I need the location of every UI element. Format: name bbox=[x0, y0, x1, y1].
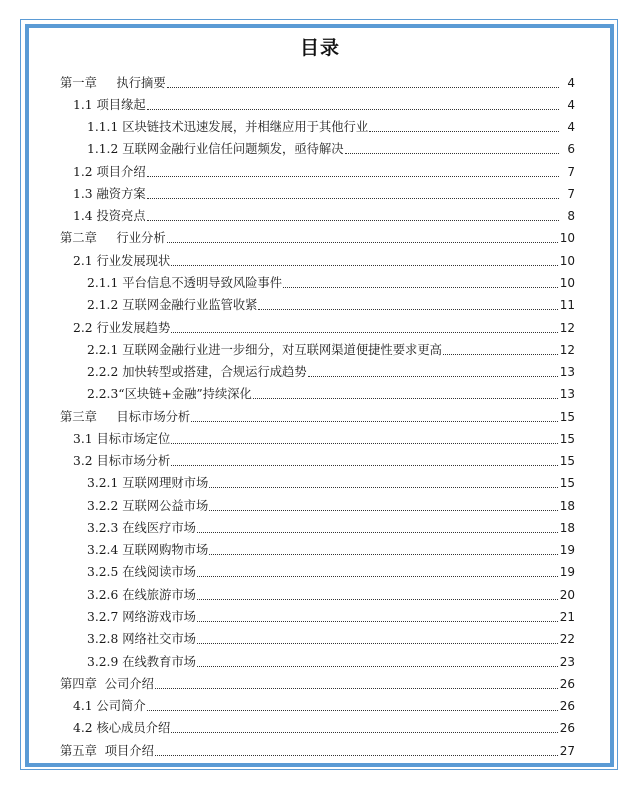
toc-page-number: 13 bbox=[559, 365, 575, 380]
toc-page-number: 15 bbox=[559, 454, 575, 469]
toc-page-number: 26 bbox=[559, 721, 575, 736]
toc-entry-label: 2.2.1 互联网金融行业进一步细分，对互联网渠道便捷性要求更高 bbox=[87, 342, 442, 357]
toc-entry-label: 1.3 融资方案 bbox=[73, 186, 146, 201]
toc-entry-label: 1.2 项目介绍 bbox=[73, 164, 146, 179]
dot-leader bbox=[369, 116, 559, 138]
toc-entry-label: 3.2.4 互联网购物市场 bbox=[87, 543, 209, 558]
toc-entry-label: 3.2.9 在线教育市场 bbox=[87, 654, 196, 669]
toc-entry-label: 第三章 目标市场分析 bbox=[60, 409, 191, 424]
toc-entry-label: 第二章 行业分析 bbox=[60, 231, 166, 246]
toc-entry-subsection[interactable] bbox=[0, 517, 575, 539]
toc-entry-label: 3.2.3 在线医疗市场 bbox=[87, 520, 196, 535]
dot-leader bbox=[443, 339, 558, 361]
toc-entry-label: 1.1.2 互联网金融行业信任问题频发，亟待解决 bbox=[87, 142, 344, 157]
dot-leader bbox=[209, 539, 557, 561]
toc-entry-section[interactable] bbox=[0, 428, 575, 450]
toc-page-number: 7 bbox=[567, 164, 575, 179]
dot-leader bbox=[345, 138, 559, 160]
toc-page-number: 15 bbox=[559, 409, 575, 424]
toc-entry-label: 2.1 行业发展现状 bbox=[73, 253, 171, 268]
toc-page-number: 18 bbox=[559, 520, 575, 535]
toc-entry-chapter[interactable] bbox=[0, 72, 575, 94]
toc-page-number: 23 bbox=[559, 654, 575, 669]
dot-leader bbox=[167, 72, 559, 94]
toc-page-number: 6 bbox=[567, 142, 575, 157]
toc-entry-label: 3.2.6 在线旅游市场 bbox=[87, 587, 196, 602]
toc-entry-subsection[interactable] bbox=[0, 584, 575, 606]
toc-entry-subsection[interactable] bbox=[0, 561, 575, 583]
toc-entry-label: 3.2 目标市场分析 bbox=[73, 454, 171, 469]
toc-entry-subsection[interactable] bbox=[0, 294, 575, 316]
toc-entry-section[interactable] bbox=[0, 250, 575, 272]
toc-entry-label: 2.2.3“区块链+金融”持续深化 bbox=[87, 387, 252, 402]
dot-leader bbox=[308, 361, 558, 383]
toc-entry-subsection[interactable] bbox=[0, 339, 575, 361]
toc-page-number: 19 bbox=[559, 565, 575, 580]
dot-leader bbox=[155, 740, 558, 762]
toc-entry-label: 2.2.2 加快转型或搭建，合规运行成趋势 bbox=[87, 365, 307, 380]
table-of-contents bbox=[0, 72, 640, 762]
toc-title: 目录 bbox=[299, 37, 340, 59]
toc-entry-label: 2.1.2 互联网金融行业监管收紧 bbox=[87, 298, 258, 313]
dot-leader bbox=[253, 383, 558, 405]
toc-entry-subsection[interactable] bbox=[0, 539, 575, 561]
toc-page-number: 15 bbox=[559, 431, 575, 446]
dot-leader bbox=[147, 161, 559, 183]
toc-entry-subsection[interactable] bbox=[0, 116, 575, 138]
toc-entry-label: 3.2.1 互联网理财市场 bbox=[87, 476, 209, 491]
toc-entry-label: 第五章 项目介绍 bbox=[60, 743, 154, 758]
dot-leader bbox=[209, 495, 557, 517]
dot-leader bbox=[191, 406, 558, 428]
toc-entry-label: 1.1 项目缘起 bbox=[73, 97, 146, 112]
dot-leader bbox=[147, 94, 559, 116]
toc-page-number: 4 bbox=[567, 120, 575, 135]
dot-leader bbox=[197, 628, 558, 650]
toc-entry-label: 3.1 目标市场定位 bbox=[73, 431, 171, 446]
toc-entry-section[interactable] bbox=[0, 717, 575, 739]
toc-page-number: 12 bbox=[559, 342, 575, 357]
toc-entry-chapter[interactable] bbox=[0, 673, 575, 695]
toc-entry-label: 1.1.1 区块链技术迅速发展，并相继应用于其他行业 bbox=[87, 120, 369, 135]
toc-entry-label: 4.2 核心成员介绍 bbox=[73, 721, 171, 736]
dot-leader bbox=[197, 561, 558, 583]
toc-entry-section[interactable] bbox=[0, 205, 575, 227]
toc-entry-label: 4.1 公司简介 bbox=[73, 699, 146, 714]
dot-leader bbox=[147, 695, 558, 717]
toc-entry-section[interactable] bbox=[0, 316, 575, 338]
dot-leader bbox=[171, 428, 557, 450]
toc-page-number: 4 bbox=[567, 97, 575, 112]
toc-page-number: 7 bbox=[567, 186, 575, 201]
toc-entry-subsection[interactable] bbox=[0, 606, 575, 628]
toc-page-number: 27 bbox=[559, 743, 575, 758]
toc-entry-label: 3.2.5 在线阅读市场 bbox=[87, 565, 196, 580]
dot-leader bbox=[209, 472, 557, 494]
dot-leader bbox=[171, 250, 557, 272]
toc-entry-subsection[interactable] bbox=[0, 361, 575, 383]
toc-entry-section[interactable] bbox=[0, 695, 575, 717]
toc-entry-section[interactable] bbox=[0, 183, 575, 205]
toc-entry-chapter[interactable] bbox=[0, 739, 575, 761]
toc-entry-label: 2.1.1 平台信息不透明导致风险事件 bbox=[87, 276, 283, 291]
dot-leader bbox=[155, 673, 558, 695]
toc-entry-subsection[interactable] bbox=[0, 272, 575, 294]
toc-entry-label: 3.2.2 互联网公益市场 bbox=[87, 498, 209, 513]
toc-page-number: 4 bbox=[567, 75, 575, 90]
toc-entry-subsection[interactable] bbox=[0, 138, 575, 160]
toc-entry-subsection[interactable] bbox=[0, 383, 575, 405]
toc-page-number: 21 bbox=[559, 610, 575, 624]
toc-page-number: 26 bbox=[559, 699, 575, 714]
toc-entry-subsection[interactable] bbox=[0, 628, 575, 650]
dot-leader bbox=[171, 450, 557, 472]
dot-leader bbox=[171, 317, 557, 339]
toc-page-number: 10 bbox=[559, 276, 575, 291]
dot-leader bbox=[283, 272, 558, 294]
toc-page-number: 11 bbox=[559, 298, 575, 313]
toc-entry-label: 第四章 公司介绍 bbox=[60, 676, 154, 691]
toc-entry-subsection[interactable] bbox=[0, 495, 575, 517]
toc-entry-label: 2.2 行业发展趋势 bbox=[73, 320, 171, 335]
toc-entry-subsection[interactable] bbox=[0, 472, 575, 494]
toc-entry-chapter[interactable] bbox=[0, 405, 575, 427]
toc-entry-label: 1.4 投资亮点 bbox=[73, 209, 146, 224]
dot-leader bbox=[197, 584, 558, 606]
toc-page-number: 19 bbox=[559, 543, 575, 558]
dot-leader bbox=[197, 517, 558, 539]
toc-page-number: 12 bbox=[559, 320, 575, 335]
toc-entry-section[interactable] bbox=[0, 450, 575, 472]
toc-entry-label: 3.2.7 网络游戏市场 bbox=[87, 610, 196, 624]
toc-entry-section[interactable] bbox=[0, 161, 575, 183]
dot-leader bbox=[171, 717, 557, 739]
toc-page-number: 22 bbox=[559, 632, 575, 647]
toc-page-number: 18 bbox=[559, 498, 575, 513]
toc-page-number: 8 bbox=[567, 209, 575, 224]
toc-page-number: 26 bbox=[559, 676, 575, 691]
toc-page-number: 10 bbox=[559, 231, 575, 246]
toc-entry-label: 第一章 执行摘要 bbox=[60, 75, 166, 90]
dot-leader bbox=[258, 294, 557, 316]
dot-leader bbox=[197, 651, 558, 673]
dot-leader bbox=[167, 227, 558, 249]
toc-page-number: 20 bbox=[559, 587, 575, 602]
toc-page-number: 13 bbox=[559, 387, 575, 402]
toc-entry-chapter[interactable] bbox=[0, 227, 575, 249]
toc-page-number: 15 bbox=[559, 476, 575, 491]
toc-entry-label: 3.2.8 网络社交市场 bbox=[87, 632, 196, 647]
dot-leader bbox=[147, 205, 559, 227]
dot-leader bbox=[197, 606, 558, 628]
dot-leader bbox=[147, 183, 559, 205]
toc-page-number: 10 bbox=[559, 253, 575, 268]
toc-entry-section[interactable] bbox=[0, 94, 575, 116]
toc-entry-subsection[interactable] bbox=[0, 650, 575, 672]
